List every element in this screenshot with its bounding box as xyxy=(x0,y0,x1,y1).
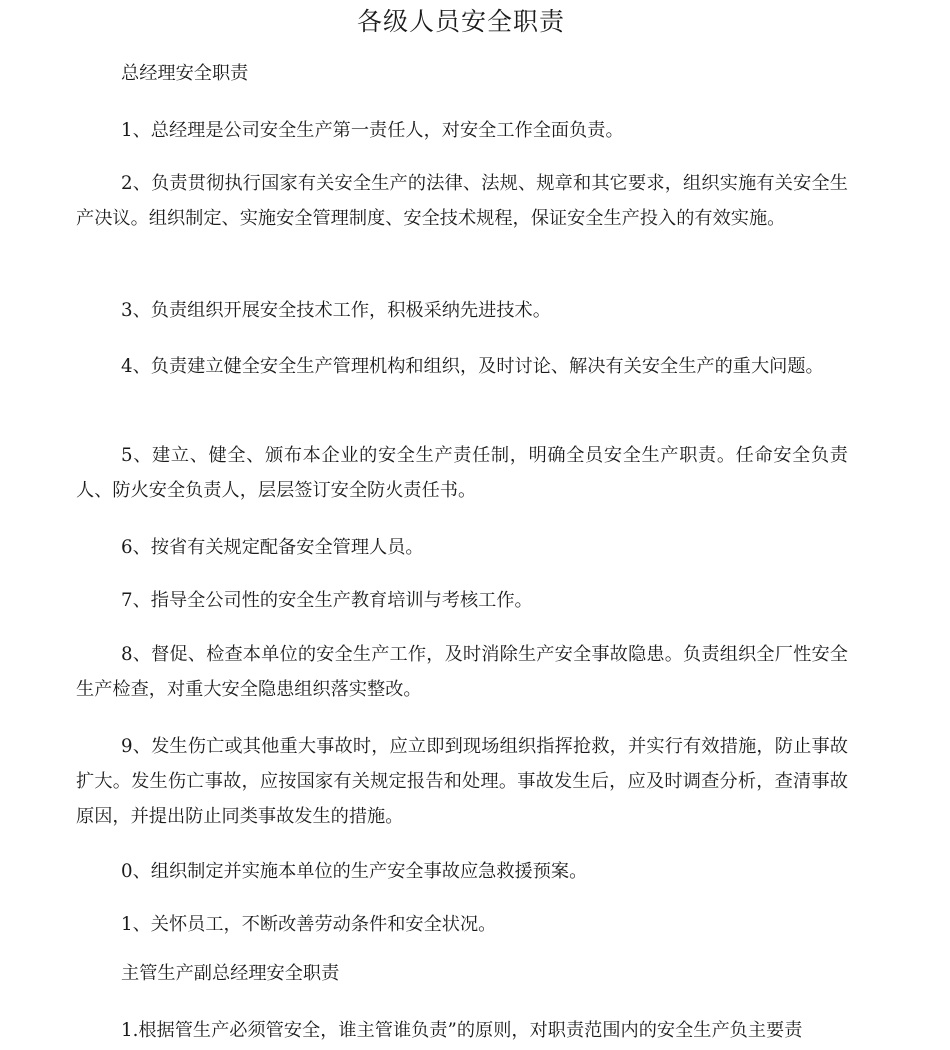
paragraph-item-2: 2、负责贯彻执行国家有关安全生产的法律、法规、规章和其它要求，组织实施有关安全生产决议。组织制定、实施安全管理制度、安全技术规程，保证安全生产投入的有效实施。 xyxy=(76,173,848,229)
paragraph-item-11: 1、关怀员工，不断改善劳动条件和安全状况。 xyxy=(121,914,497,935)
paragraph-deputy-item-1: 1.根据管生产必须管安全，谁主管谁负责”的原则，对职责范围内的安全生产负主要责 xyxy=(121,1020,803,1041)
paragraph-item-1: 1、总经理是公司安全生产第一责任人，对安全工作全面负责。 xyxy=(121,120,624,141)
paragraph-item-4: 4、负责建立健全安全生产管理机构和组织，及时讨论、解决有关安全生产的重大问题。 xyxy=(121,356,824,377)
document-title: 各级人员安全职责 xyxy=(356,7,565,36)
paragraph-item-9: 9、发生伤亡或其他重大事故时，应立即到现场组织指挥抢救，并实行有效措施，防止事故扩大。发生伤亡事故，应按国家有关规定报告和处理。事故发生后，应及时调查分析，查清事故原因，并提出防止同类事故发生的措施。 xyxy=(76,736,848,827)
paragraph-item-3: 3、负责组织开展安全技术工作，积极采纳先进技术。 xyxy=(121,300,551,321)
section-heading-general-manager: 总经理安全职责 xyxy=(121,63,249,84)
paragraph-item-7: 7、指导全公司性的安全生产教育培训与考核工作。 xyxy=(121,590,533,611)
section-heading-deputy-gm-production: 主管生产副总经理安全职责 xyxy=(121,963,340,984)
paragraph-item-6: 6、按省有关规定配备安全管理人员。 xyxy=(121,537,424,558)
paragraph-item-5: 5、建立、健全、颁布本企业的安全生产责任制，明确全员安全生产职责。任命安全负责人、防火安全负责人，层层签订安全防火责任书。 xyxy=(76,445,848,501)
paragraph-item-8: 8、督促、检查本单位的安全生产工作，及时消除生产安全事故隐患。负责组织全厂性安全生产检查，对重大安全隐患组织落实整改。 xyxy=(76,644,848,700)
paragraph-item-10: 0、组织制定并实施本单位的生产安全事故应急救援预案。 xyxy=(121,861,588,882)
